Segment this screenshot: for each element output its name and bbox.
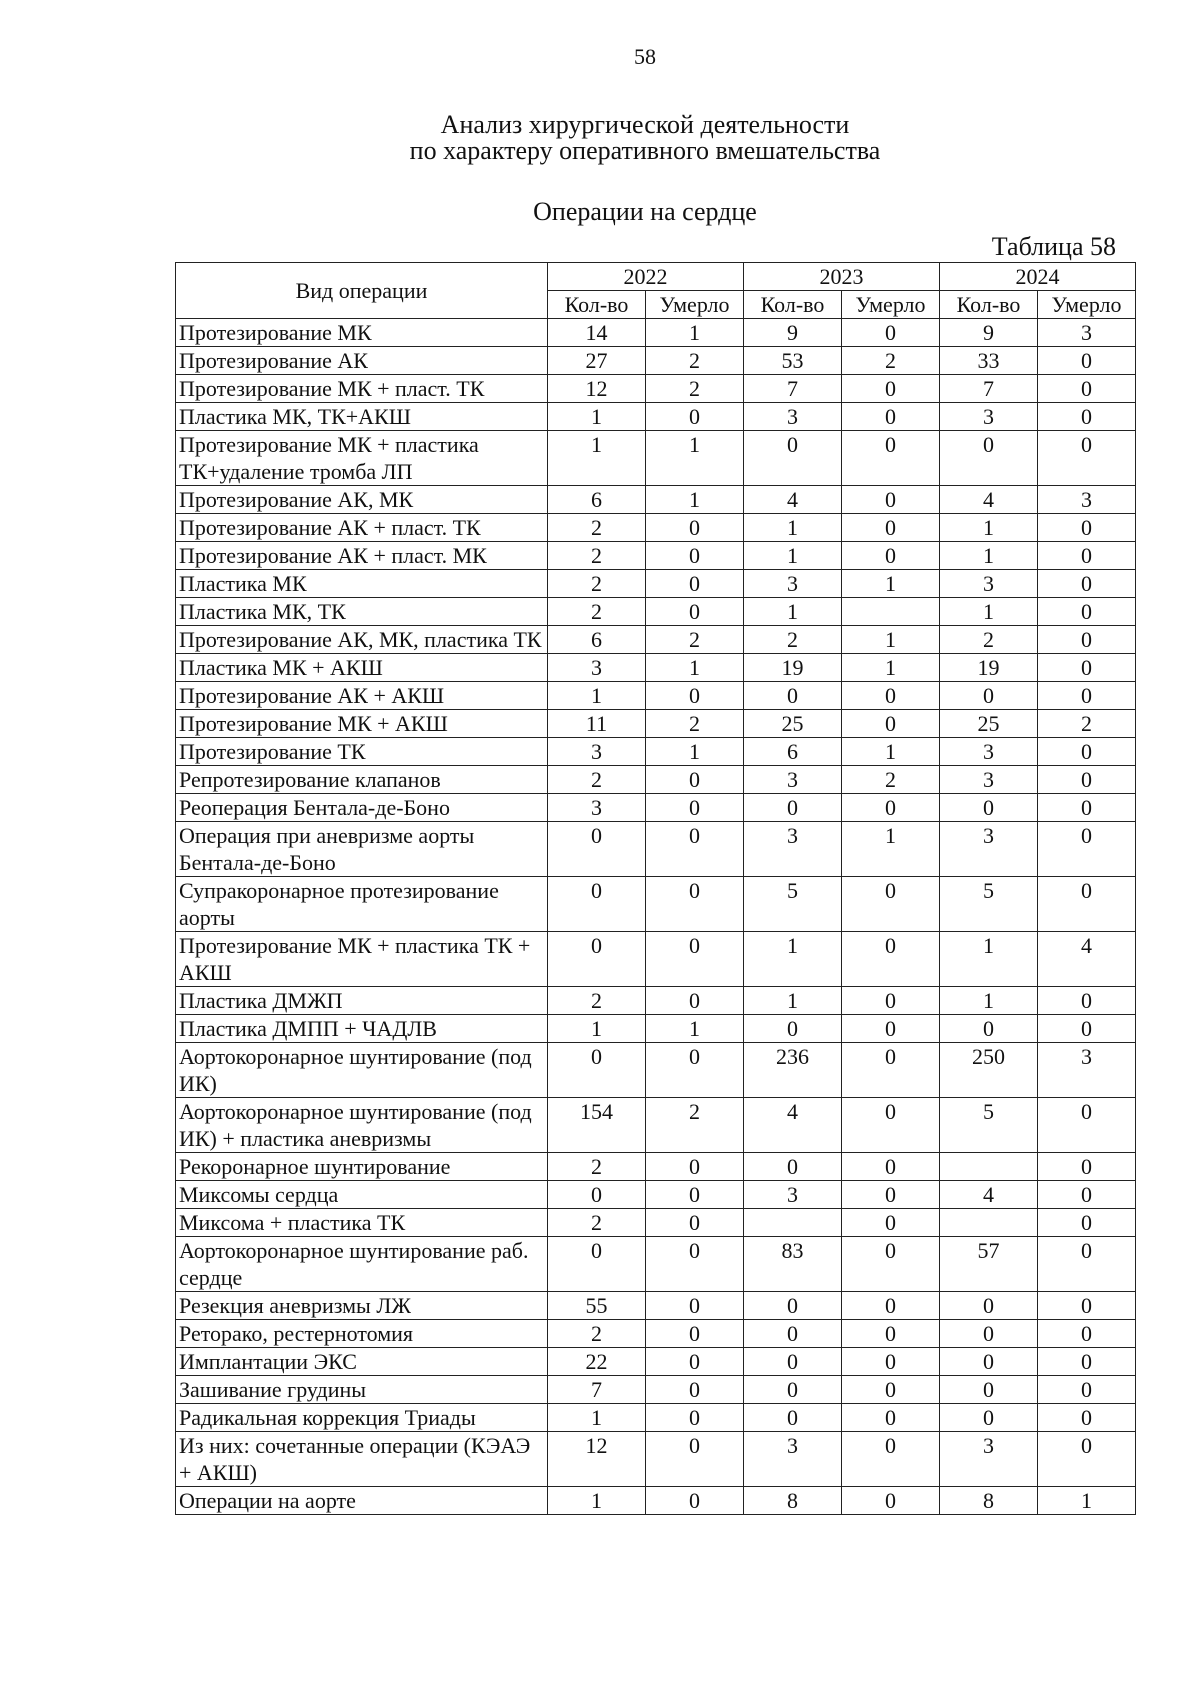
operation-name: Протезирование АК + пласт. ТК [176,514,548,542]
table-row [176,794,1136,822]
operation-name: Миксомы сердца [176,1181,548,1209]
died-cell: 0 [646,542,744,570]
table-label: Таблица 58 [991,232,1116,261]
title-line-2: по характеру оперативного вмешательства [409,136,881,165]
count-cell: 25 [940,710,1038,738]
died-cell: 0 [646,932,744,987]
died-cell: 0 [646,877,744,932]
table-row [176,1015,1136,1043]
count-cell: 0 [744,682,842,710]
table-row [176,1209,1136,1237]
operation-name: Имплантации ЭКС [176,1348,548,1376]
operation-name: Репротезирование клапанов [176,766,548,794]
operation-name: Аортокоронарное шунтирование раб. сердце [176,1237,548,1292]
count-cell: 9 [744,319,842,347]
count-cell: 2 [548,987,646,1015]
operation-name: Протезирование АК, МК, пластика ТК [176,626,548,654]
count-cell: 3 [744,403,842,431]
count-cell: 0 [548,1237,646,1292]
count-cell: 12 [548,375,646,403]
count-cell: 83 [744,1237,842,1292]
died-cell: 1 [646,431,744,486]
died-cell: 0 [842,319,940,347]
header-died: Умерло [1038,291,1136,319]
operation-name: Реторако, рестернотомия [176,1320,548,1348]
count-cell: 250 [940,1043,1038,1098]
count-cell: 3 [744,822,842,877]
header-operation-type: Вид операции [176,263,548,319]
operation-name: Операции на аорте [176,1487,548,1515]
count-cell: 0 [940,1015,1038,1043]
died-cell: 0 [1038,375,1136,403]
died-cell: 0 [842,1404,940,1432]
died-cell: 0 [646,514,744,542]
died-cell: 0 [646,403,744,431]
operation-name: Протезирование МК + пластика ТК + АКШ [176,932,548,987]
table-row [176,1292,1136,1320]
count-cell: 11 [548,710,646,738]
count-cell: 8 [940,1487,1038,1515]
count-cell: 1 [548,1015,646,1043]
died-cell: 0 [842,542,940,570]
died-cell: 0 [646,598,744,626]
died-cell: 0 [1038,403,1136,431]
died-cell: 0 [1038,1237,1136,1292]
count-cell: 2 [548,542,646,570]
header-year-2024: 2024 [940,263,1136,291]
died-cell: 0 [842,514,940,542]
header-year-2023: 2023 [744,263,940,291]
died-cell: 1 [842,822,940,877]
died-cell: 2 [646,347,744,375]
died-cell: 2 [1038,710,1136,738]
operation-name: Из них: сочетанные операции (КЭАЭ + АКШ) [176,1432,548,1487]
died-cell: 0 [842,1348,940,1376]
table-row [176,738,1136,766]
died-cell: 0 [1038,542,1136,570]
count-cell [940,1209,1038,1237]
header-year-2022: 2022 [548,263,744,291]
header-died: Умерло [646,291,744,319]
died-cell: 0 [842,1487,940,1515]
died-cell: 0 [1038,987,1136,1015]
count-cell: 1 [744,514,842,542]
count-cell: 4 [940,486,1038,514]
died-cell: 0 [842,1181,940,1209]
died-cell: 1 [646,654,744,682]
died-cell: 0 [842,932,940,987]
table-row [176,822,1136,877]
died-cell: 0 [842,877,940,932]
died-cell: 0 [646,1292,744,1320]
count-cell: 1 [548,1487,646,1515]
count-cell: 3 [744,570,842,598]
count-cell: 0 [940,1376,1038,1404]
table-row [176,654,1136,682]
count-cell: 1 [940,514,1038,542]
died-cell: 0 [646,1181,744,1209]
count-cell: 27 [548,347,646,375]
count-cell: 2 [940,626,1038,654]
count-cell: 3 [744,1181,842,1209]
died-cell: 3 [1038,486,1136,514]
section-subtitle: Операции на сердце [533,197,757,226]
died-cell: 0 [842,486,940,514]
count-cell: 0 [548,877,646,932]
count-cell: 5 [744,877,842,932]
operation-name: Протезирование АК [176,347,548,375]
count-cell: 25 [744,710,842,738]
died-cell: 0 [1038,514,1136,542]
died-cell: 1 [646,1015,744,1043]
operation-name: Пластика МК + АКШ [176,654,548,682]
operation-name: Аортокоронарное шунтирование (под ИК) + пластика аневризмы [176,1098,548,1153]
died-cell: 0 [1038,766,1136,794]
count-cell: 3 [548,654,646,682]
count-cell: 5 [940,1098,1038,1153]
died-cell: 0 [1038,1098,1136,1153]
table-row [176,431,1136,486]
table-row [176,486,1136,514]
died-cell: 0 [1038,822,1136,877]
died-cell: 0 [1038,654,1136,682]
table-row [176,1487,1136,1515]
table-row [176,1320,1136,1348]
table-row [176,403,1136,431]
operation-name: Протезирование МК + АКШ [176,710,548,738]
died-cell: 0 [646,570,744,598]
died-cell: 0 [1038,1181,1136,1209]
died-cell: 2 [646,375,744,403]
count-cell: 1 [548,431,646,486]
died-cell: 1 [1038,1487,1136,1515]
table-row [176,1376,1136,1404]
count-cell: 0 [744,431,842,486]
count-cell [940,1153,1038,1181]
count-cell: 1 [744,598,842,626]
count-cell: 7 [744,375,842,403]
died-cell: 0 [1038,598,1136,626]
header-count: Кол-во [940,291,1038,319]
count-cell: 3 [744,1432,842,1487]
died-cell: 0 [646,1209,744,1237]
page-title [0,112,1200,164]
count-cell: 0 [940,682,1038,710]
table-row [176,626,1136,654]
count-cell: 2 [548,1209,646,1237]
died-cell: 0 [842,1376,940,1404]
died-cell: 0 [1038,1376,1136,1404]
operation-name: Протезирование АК, МК [176,486,548,514]
table-row [176,932,1136,987]
count-cell: 4 [744,486,842,514]
count-cell: 5 [940,877,1038,932]
died-cell: 0 [646,1376,744,1404]
died-cell: 3 [1038,319,1136,347]
died-cell: 1 [842,570,940,598]
header-count: Кол-во [744,291,842,319]
count-cell: 0 [548,822,646,877]
count-cell: 3 [744,766,842,794]
count-cell: 0 [744,1015,842,1043]
operation-name: Протезирование ТК [176,738,548,766]
count-cell: 0 [940,431,1038,486]
died-cell: 0 [1038,1292,1136,1320]
count-cell: 0 [940,1348,1038,1376]
died-cell: 2 [646,710,744,738]
operation-name: Протезирование МК + пласт. ТК [176,375,548,403]
count-cell: 7 [940,375,1038,403]
count-cell: 236 [744,1043,842,1098]
count-cell: 3 [548,794,646,822]
count-cell: 6 [548,626,646,654]
page-number: 58 [634,44,656,69]
died-cell: 0 [842,1292,940,1320]
operation-name: Операция при аневризме аорты Бентала-де-Боно [176,822,548,877]
died-cell: 0 [842,710,940,738]
died-cell: 1 [842,654,940,682]
died-cell: 0 [842,1432,940,1487]
died-cell: 0 [646,1153,744,1181]
operation-name: Рекоронарное шунтирование [176,1153,548,1181]
died-cell: 0 [646,1320,744,1348]
count-cell: 2 [548,598,646,626]
count-cell: 7 [548,1376,646,1404]
count-cell: 0 [744,1292,842,1320]
count-cell: 3 [940,1432,1038,1487]
count-cell: 1 [940,598,1038,626]
died-cell: 0 [1038,877,1136,932]
operation-name: Миксома + пластика ТК [176,1209,548,1237]
died-cell: 0 [646,1348,744,1376]
died-cell: 0 [842,1320,940,1348]
operation-name: Супракоронарное протезирование аорты [176,877,548,932]
count-cell: 2 [548,1320,646,1348]
operation-name: Радикальная коррекция Триады [176,1404,548,1432]
died-cell: 0 [842,1153,940,1181]
count-cell: 1 [940,542,1038,570]
table-row [176,514,1136,542]
died-cell: 0 [842,375,940,403]
died-cell: 0 [646,1487,744,1515]
operation-name: Пластика МК, ТК [176,598,548,626]
table-row [176,1043,1136,1098]
title-line-1: Анализ хирургической деятельности [440,110,850,139]
count-cell: 1 [940,932,1038,987]
operation-name: Протезирование АК + пласт. МК [176,542,548,570]
table-row [176,877,1136,932]
count-cell: 3 [940,822,1038,877]
count-cell: 1 [744,987,842,1015]
table-row [176,1237,1136,1292]
table-row [176,682,1136,710]
died-cell: 0 [842,1209,940,1237]
died-cell: 0 [842,987,940,1015]
count-cell: 1 [548,682,646,710]
operation-name: Протезирование АК + АКШ [176,682,548,710]
operation-name: Протезирование МК [176,319,548,347]
died-cell: 0 [646,1432,744,1487]
count-cell: 4 [744,1098,842,1153]
count-cell: 6 [744,738,842,766]
count-cell: 14 [548,319,646,347]
died-cell: 0 [646,766,744,794]
died-cell: 0 [842,794,940,822]
died-cell: 0 [646,682,744,710]
table-row [176,1432,1136,1487]
table-row [176,375,1136,403]
count-cell: 53 [744,347,842,375]
died-cell: 0 [646,822,744,877]
died-cell: 0 [1038,570,1136,598]
count-cell: 3 [940,403,1038,431]
died-cell: 0 [646,1237,744,1292]
count-cell: 6 [548,486,646,514]
died-cell: 0 [1038,1015,1136,1043]
operation-name: Реоперация Бентала-де-Боно [176,794,548,822]
died-cell: 2 [646,626,744,654]
died-cell: 0 [1038,1209,1136,1237]
died-cell: 1 [646,486,744,514]
table-row [176,1153,1136,1181]
died-cell: 0 [1038,1153,1136,1181]
header-count: Кол-во [548,291,646,319]
count-cell: 55 [548,1292,646,1320]
died-cell: 0 [1038,1320,1136,1348]
count-cell: 1 [744,932,842,987]
count-cell: 0 [548,1043,646,1098]
died-cell: 0 [1038,347,1136,375]
operation-name: Пластика МК [176,570,548,598]
count-cell: 0 [744,1404,842,1432]
count-cell: 0 [744,1348,842,1376]
died-cell: 0 [1038,1348,1136,1376]
died-cell: 0 [1038,431,1136,486]
died-cell: 1 [842,626,940,654]
table-row [176,347,1136,375]
count-cell: 0 [548,932,646,987]
operation-name: Зашивание грудины [176,1376,548,1404]
count-cell: 1 [940,987,1038,1015]
table-row [176,598,1136,626]
died-cell: 0 [842,1015,940,1043]
count-cell: 19 [744,654,842,682]
count-cell: 3 [940,766,1038,794]
count-cell: 2 [548,1153,646,1181]
died-cell: 0 [646,987,744,1015]
table-body [176,319,1136,1515]
died-cell: 0 [1038,682,1136,710]
died-cell: 0 [842,1237,940,1292]
count-cell: 1 [548,403,646,431]
table-row [176,710,1136,738]
header-died: Умерло [842,291,940,319]
table-row [176,1098,1136,1153]
died-cell: 0 [1038,1432,1136,1487]
died-cell: 1 [842,738,940,766]
died-cell: 0 [1038,738,1136,766]
table-row [176,766,1136,794]
died-cell: 0 [646,1404,744,1432]
operation-name: Пластика ДМЖП [176,987,548,1015]
died-cell: 0 [842,1098,940,1153]
operation-name: Пластика МК, ТК+АКШ [176,403,548,431]
died-cell: 1 [646,738,744,766]
died-cell: 0 [646,1043,744,1098]
died-cell: 0 [842,682,940,710]
count-cell: 9 [940,319,1038,347]
died-cell: 3 [1038,1043,1136,1098]
died-cell: 0 [842,403,940,431]
died-cell: 4 [1038,932,1136,987]
count-cell: 0 [940,794,1038,822]
died-cell [842,598,940,626]
count-cell: 3 [548,738,646,766]
died-cell: 2 [842,766,940,794]
died-cell: 0 [1038,1404,1136,1432]
died-cell: 2 [842,347,940,375]
count-cell: 154 [548,1098,646,1153]
count-cell: 0 [940,1404,1038,1432]
count-cell: 8 [744,1487,842,1515]
count-cell: 0 [744,1153,842,1181]
count-cell: 0 [744,1376,842,1404]
table-row [176,1181,1136,1209]
count-cell: 33 [940,347,1038,375]
count-cell [744,1209,842,1237]
table-row [176,1404,1136,1432]
count-cell: 0 [744,794,842,822]
died-cell: 1 [646,319,744,347]
table-row [176,1348,1136,1376]
operation-name: Резекция аневризмы ЛЖ [176,1292,548,1320]
count-cell: 2 [548,766,646,794]
died-cell: 0 [1038,626,1136,654]
count-cell: 0 [940,1320,1038,1348]
count-cell: 1 [548,1404,646,1432]
operation-name: Протезирование МК + пластика ТК+удаление тромба ЛП [176,431,548,486]
died-cell: 0 [646,794,744,822]
count-cell: 12 [548,1432,646,1487]
table-row [176,542,1136,570]
count-cell: 2 [548,570,646,598]
operation-name: Аортокоронарное шунтирование (под ИК) [176,1043,548,1098]
count-cell: 1 [744,542,842,570]
died-cell: 0 [1038,794,1136,822]
header-row-years [176,263,1136,291]
count-cell: 0 [940,1292,1038,1320]
died-cell: 2 [646,1098,744,1153]
died-cell: 0 [842,1043,940,1098]
count-cell: 0 [548,1181,646,1209]
count-cell: 0 [744,1320,842,1348]
count-cell: 57 [940,1237,1038,1292]
count-cell: 2 [548,514,646,542]
operation-name: Пластика ДМПП + ЧАДЛВ [176,1015,548,1043]
table-row [176,570,1136,598]
table-row [176,987,1136,1015]
count-cell: 19 [940,654,1038,682]
table-row [176,319,1136,347]
count-cell: 22 [548,1348,646,1376]
operations-table [175,262,1136,1515]
count-cell: 4 [940,1181,1038,1209]
count-cell: 3 [940,570,1038,598]
count-cell: 2 [744,626,842,654]
count-cell: 3 [940,738,1038,766]
died-cell: 0 [842,431,940,486]
